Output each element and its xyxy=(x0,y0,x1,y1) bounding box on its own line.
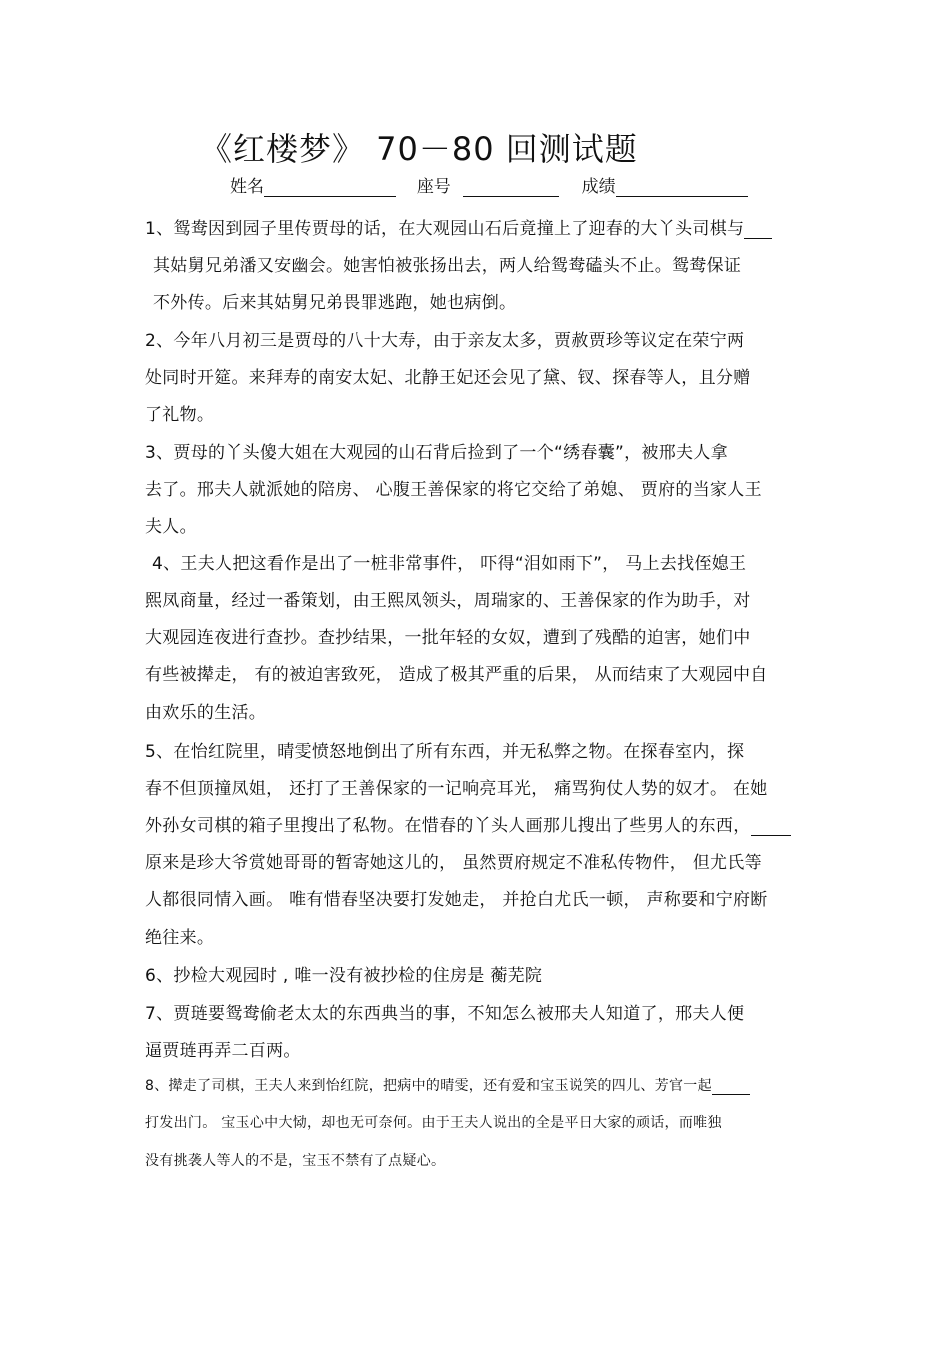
q7-line-2 xyxy=(145,1036,301,1061)
q5-line-4 xyxy=(145,848,762,873)
seat-label: 座号 xyxy=(416,177,451,197)
line-text: 春不但顶撞凤姐， 还打了王善保家的一记响亮耳光， 痛骂狗仗人势的奴才。 在她 xyxy=(145,779,768,799)
line-text: 夫人。 xyxy=(145,517,197,537)
q4-line-1 xyxy=(152,549,746,574)
line-text: 7、贾琏要鸳鸯偷老太太的东西典当的事，不知怎么被邢夫人知道了，邢夫人便 xyxy=(145,1004,745,1024)
q5-line-2 xyxy=(145,774,768,799)
score-blank[interactable] xyxy=(616,178,748,197)
page-title: 《红楼梦》 70－80 回测试题 xyxy=(200,130,638,168)
line-text: 3、贾母的丫头傻大姐在大观园的山石背后捡到了一个“绣春囊”，被邢夫人拿 xyxy=(145,443,728,463)
line-text: 逼贾琏再弄二百两。 xyxy=(145,1041,301,1061)
answer-underline xyxy=(751,821,791,836)
line-text: 其姑舅兄弟潘又安幽会。她害怕被张扬出去，两人给鸳鸯磕头不止。鸳鸯保证 xyxy=(153,256,742,276)
line-text: 人都很同情入画。 唯有惜春坚决要打发她走， 并抢白尤氏一顿， 声称要和宁府断 xyxy=(145,890,768,910)
q6-line-1 xyxy=(145,961,542,986)
q3-line-2 xyxy=(145,475,762,500)
line-text: 外孙女司棋的箱子里搜出了私物。在惜春的丫头人画那儿搜出了些男人的东西， xyxy=(145,816,751,836)
line-text: 1、鸳鸯因到园子里传贾母的话，在大观园山石后竟撞上了迎春的大丫头司棋与 xyxy=(145,219,745,239)
q4-line-5 xyxy=(145,698,266,723)
q5-line-1 xyxy=(145,737,744,762)
line-text: 6、抄检大观园时 , 唯一没有被抄检的住房是 蘅芜院 xyxy=(145,966,543,986)
line-text: 有些被撵走， 有的被迫害致死， 造成了极其严重的后果， 从而结束了大观园中自 xyxy=(145,665,768,685)
q8-line-2 xyxy=(145,1112,722,1132)
line-text: 绝往来。 xyxy=(145,928,215,948)
q5-line-6 xyxy=(145,923,214,948)
line-text: 5、在怡红院里，晴雯愤怒地倒出了所有东西，并无私弊之物。在探春室内，探 xyxy=(145,742,745,762)
line-text: 处同时开筵。来拜寿的南安太妃、北静王妃还会见了黛、钗、探春等人，且分赠 xyxy=(145,368,751,388)
q3-line-3 xyxy=(145,512,197,537)
q2-line-1 xyxy=(145,326,744,351)
score-label: 成绩 xyxy=(581,177,616,197)
q4-line-2 xyxy=(145,586,751,611)
q8-line-1 xyxy=(145,1075,750,1095)
line-text: 没有挑袭人等人的不是，宝玉不禁有了点疑心。 xyxy=(145,1153,446,1169)
q5-line-5 xyxy=(145,885,768,910)
answer-underline xyxy=(744,224,772,239)
q1-line-3 xyxy=(153,288,516,313)
q4-line-4 xyxy=(145,660,768,685)
q4-line-3 xyxy=(145,623,751,648)
q1-line-2 xyxy=(153,251,741,276)
q2-line-3 xyxy=(145,400,214,425)
answer-underline xyxy=(712,1080,750,1095)
line-text: 打发出门。 宝玉心中大恸，却也无可奈何。由于王夫人说出的全是平日大家的顽话，而唯独 xyxy=(145,1115,722,1131)
line-text: 了礼物。 xyxy=(145,405,215,425)
line-text: 熙凤商量，经过一番策划，由王熙凤领头，周瑞家的、王善保家的作为助手，对 xyxy=(145,591,751,611)
q5-line-3 xyxy=(145,811,791,836)
q8-line-3 xyxy=(145,1150,445,1170)
line-text: 原来是珍大爷赏她哥哥的暂寄她这儿的， 虽然贾府规定不准私传物件， 但尤氏等 xyxy=(145,853,762,873)
line-text: 8、撵走了司棋，王夫人来到怡红院，把病中的晴雯，还有爱和宝玉说笑的四儿、芳官一起 xyxy=(145,1078,712,1094)
line-text: 大观园连夜进行查抄。查抄结果，一批年轻的女奴，遭到了残酷的迫害，她们中 xyxy=(145,628,751,648)
q3-line-1 xyxy=(145,438,728,463)
line-text: 2、今年八月初三是贾母的八十大寿，由于亲友太多，贾赦贾珍等议定在荣宁两 xyxy=(145,331,745,351)
name-blank[interactable] xyxy=(264,178,396,197)
line-text: 不外传。后来其姑舅兄弟畏罪逃跑，她也病倒。 xyxy=(153,293,517,313)
seat-blank[interactable] xyxy=(463,178,559,197)
line-text: 由欢乐的生活。 xyxy=(145,703,267,723)
line-text: 4、王夫人把这看作是出了一桩非常事件， 吓得“泪如雨下”， 马上去找侄媳王 xyxy=(152,554,747,574)
q7-line-1 xyxy=(145,999,744,1024)
student-info-row xyxy=(230,172,748,197)
name-label: 姓名 xyxy=(230,177,264,197)
q1-line-1 xyxy=(145,214,772,239)
q2-line-2 xyxy=(145,363,751,388)
line-text: 去了。邢夫人就派她的陪房、 心腹王善保家的将它交给了弟媳、 贾府的当家人王 xyxy=(145,480,762,500)
